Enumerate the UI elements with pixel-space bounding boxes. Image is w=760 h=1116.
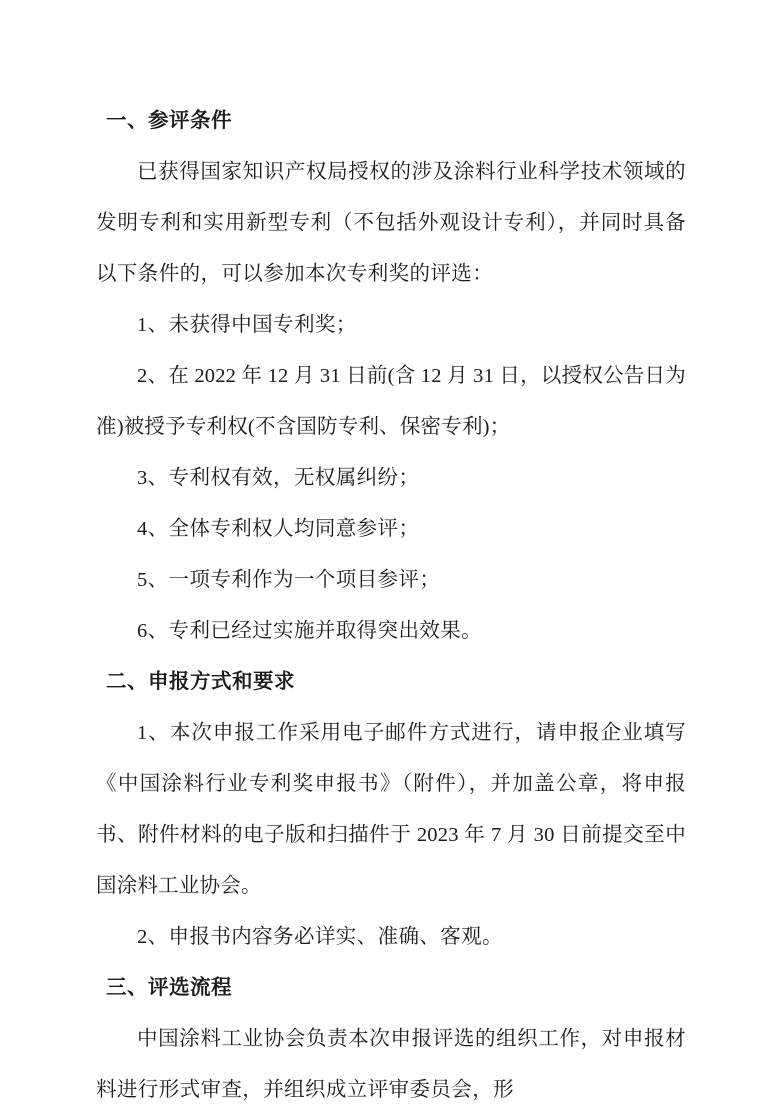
list-item-application-1: 1、本次申报工作采用电子邮件方式进行，请申报企业填写《中国涂料行业专利奖申报书》（附件），并加盖公章，将申报书、附件材料的电子版和扫描件于 2023 年 7 月 30 日前提交至中国涂料工业协会。 bbox=[96, 722, 686, 897]
section-heading-1: 一、参评条件 bbox=[106, 110, 232, 132]
list-item-application-2: 2、申报书内容务必详实、准确、客观。 bbox=[137, 926, 503, 948]
section-heading-3: 三、评选流程 bbox=[106, 977, 232, 999]
paragraph-process-intro: 中国涂料工业协会负责本次申报评选的组织工作，对申报材料进行形式审查，并组织成立评审委员会，形 bbox=[96, 1028, 686, 1101]
paragraph-eligibility-intro: 已获得国家知识产权局授权的涉及涂料行业科学技术领域的发明专利和实用新型专利（不包括外观设计专利），并同时具备以下条件的，可以参加本次专利奖的评选： bbox=[96, 161, 686, 285]
list-item-eligibility-4: 4、全体专利权人均同意参评； bbox=[137, 518, 420, 540]
document-body bbox=[96, 96, 686, 1116]
section-heading-2: 二、申报方式和要求 bbox=[106, 671, 295, 693]
list-item-eligibility-5: 5、一项专利作为一个项目参评； bbox=[137, 569, 441, 591]
list-item-eligibility-1: 1、未获得中国专利奖； bbox=[137, 314, 357, 336]
list-item-eligibility-3: 3、专利权有效，无权属纠纷； bbox=[137, 467, 420, 489]
list-item-eligibility-6: 6、专利已经过实施并取得突出效果。 bbox=[137, 620, 483, 642]
list-item-eligibility-2: 2、在 2022 年 12 月 31 日前(含 12 月 31 日，以授权公告日为准)被授予专利权(不含国防专利、保密专利)； bbox=[96, 365, 686, 438]
